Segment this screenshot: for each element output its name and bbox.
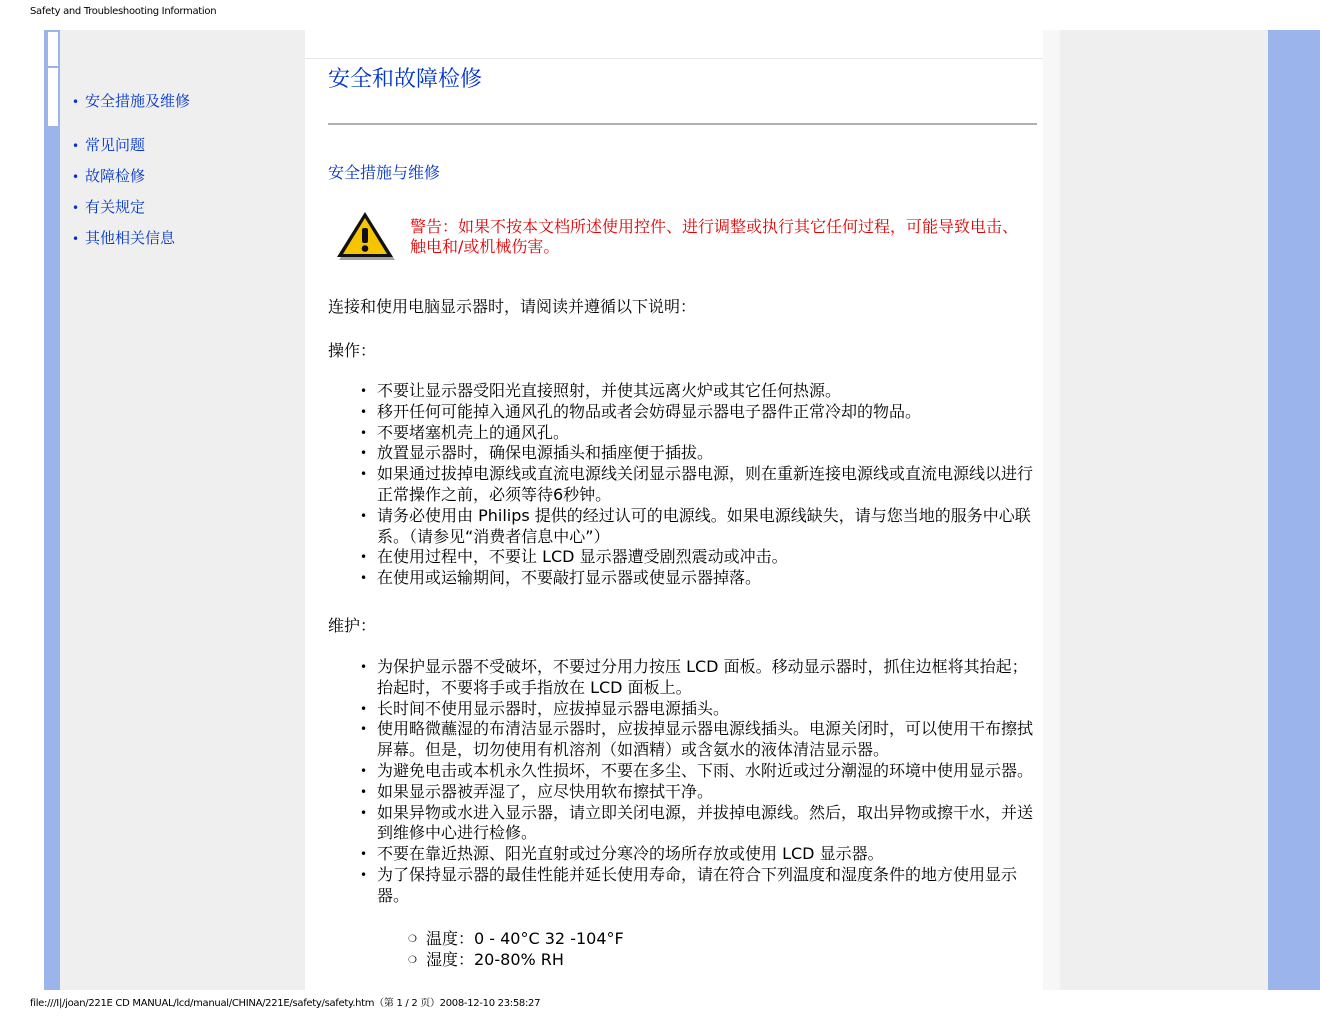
temperature-item: ❍ 温度：0 - 40°C 32 -104°F bbox=[408, 928, 624, 949]
bullet-icon: • bbox=[72, 139, 80, 153]
sidebar-nav bbox=[60, 30, 305, 990]
right-gutter bbox=[1043, 30, 1060, 990]
conditions-list bbox=[408, 928, 624, 970]
list-item: • 不要让显示器受阳光直接照射，并使其远离火炉或其它任何热源。 bbox=[356, 381, 1040, 402]
sidebar-item-regulatory[interactable] bbox=[72, 196, 145, 217]
list-item: • 如果异物或水进入显示器，请立即关闭电源，并拔掉电源线。然后，取出异物或擦干水，并送到维修中心进行检修。 bbox=[356, 803, 1040, 845]
title-divider bbox=[328, 123, 1037, 125]
operation-list bbox=[356, 381, 1040, 589]
right-decor-strip bbox=[1268, 30, 1320, 990]
warning-triangle-icon bbox=[334, 210, 396, 262]
bullet-icon: • bbox=[72, 170, 80, 184]
section-title: 安全措施与维修 bbox=[328, 163, 441, 182]
list-item: • 为了保持显示器的最佳性能并延长使用寿命，请在符合下列温度和湿度条件的地方使用显示器。 bbox=[356, 865, 1040, 907]
maintenance-heading: 维护： bbox=[328, 616, 377, 635]
list-item: • 放置显示器时，确保电源插头和插座便于插拔。 bbox=[356, 443, 1040, 464]
list-item: • 请务必使用由 Philips 提供的经过认可的电源线。如果电源线缺失，请与您当地的服务中心联系。（请参见“消费者信息中心”） bbox=[356, 506, 1040, 548]
left-strip-notch bbox=[48, 32, 58, 126]
list-item: • 为保护显示器不受破坏，不要过分用力按压 LCD 面板。移动显示器时，抓住边框将其抬起；抬起时，不要将手或手指放在 LCD 面板上。 bbox=[356, 657, 1040, 699]
sidebar-item-faq[interactable] bbox=[72, 134, 145, 155]
bullet-icon: • bbox=[72, 95, 80, 109]
sidebar-item-label: 安全措施及维修 bbox=[85, 92, 191, 110]
list-item: • 在使用或运输期间，不要敲打显示器或使显示器掉落。 bbox=[356, 568, 1040, 589]
bullet-icon: • bbox=[72, 232, 80, 246]
sidebar-item-label: 常见问题 bbox=[85, 136, 146, 154]
bullet-icon: • bbox=[72, 201, 80, 215]
right-panel bbox=[1060, 30, 1268, 990]
page-header-text: Safety and Troubleshooting Information bbox=[30, 6, 217, 17]
page-footer-text: file:///I|/joan/221E CD MANUAL/lcd/manual/CHINA/221E/safety/safety.htm（第 1 / 2 页）2008-12-10 23:58:27 bbox=[30, 998, 541, 1009]
maintenance-list bbox=[356, 657, 1040, 907]
list-item: • 如果显示器被弄湿了，应尽快用软布擦拭干净。 bbox=[356, 782, 1040, 803]
top-divider bbox=[305, 58, 1060, 59]
left-strip-tick bbox=[48, 66, 60, 68]
sidebar-item-other-info[interactable] bbox=[72, 227, 175, 248]
sidebar-item-label: 有关规定 bbox=[85, 198, 146, 216]
list-item: • 如果通过拔掉电源线或直流电源线关闭显示器电源，则在重新连接电源线或直流电源线以进行正常操作之前，必须等待6秒钟。 bbox=[356, 464, 1040, 506]
list-item: • 长时间不使用显示器时，应拔掉显示器电源插头。 bbox=[356, 699, 1040, 720]
operation-heading: 操作： bbox=[328, 341, 377, 360]
list-item: • 为避免电击或本机永久性损坏，不要在多尘、下雨、水附近或过分潮湿的环境中使用显示器。 bbox=[356, 761, 1040, 782]
sidebar-item-troubleshooting[interactable] bbox=[72, 165, 145, 186]
list-item: • 不要堵塞机壳上的通风孔。 bbox=[356, 423, 1040, 444]
humidity-item: ❍ 湿度：20-80% RH bbox=[408, 949, 624, 970]
list-item: • 不要在靠近热源、阳光直射或过分寒冷的场所存放或使用 LCD 显示器。 bbox=[356, 844, 1040, 865]
page-title: 安全和故障检修 bbox=[328, 67, 483, 92]
list-item: • 移开任何可能掉入通风孔的物品或者会妨碍显示器电子器件正常冷却的物品。 bbox=[356, 402, 1040, 423]
sidebar-item-label: 其他相关信息 bbox=[85, 229, 176, 247]
list-item: • 在使用过程中，不要让 LCD 显示器遭受剧烈震动或冲击。 bbox=[356, 547, 1040, 568]
list-item: • 使用略微蘸湿的布清洁显示器时，应拔掉显示器电源线插头。电源关闭时，可以使用干布擦拭屏幕。但是，切勿使用有机溶剂（如酒精）或含氨水的液体清洁显示器。 bbox=[356, 719, 1040, 761]
left-decor-strip bbox=[44, 30, 60, 990]
sidebar-item-safety[interactable] bbox=[72, 90, 190, 111]
sidebar-item-label: 故障检修 bbox=[85, 167, 146, 185]
intro-text: 连接和使用电脑显示器时，请阅读并遵循以下说明： bbox=[328, 297, 697, 316]
warning-text: 警告：如果不按本文档所述使用控件、进行调整或执行其它任何过程，可能导致电击、触电和/或机械伤害。 bbox=[410, 217, 1019, 256]
